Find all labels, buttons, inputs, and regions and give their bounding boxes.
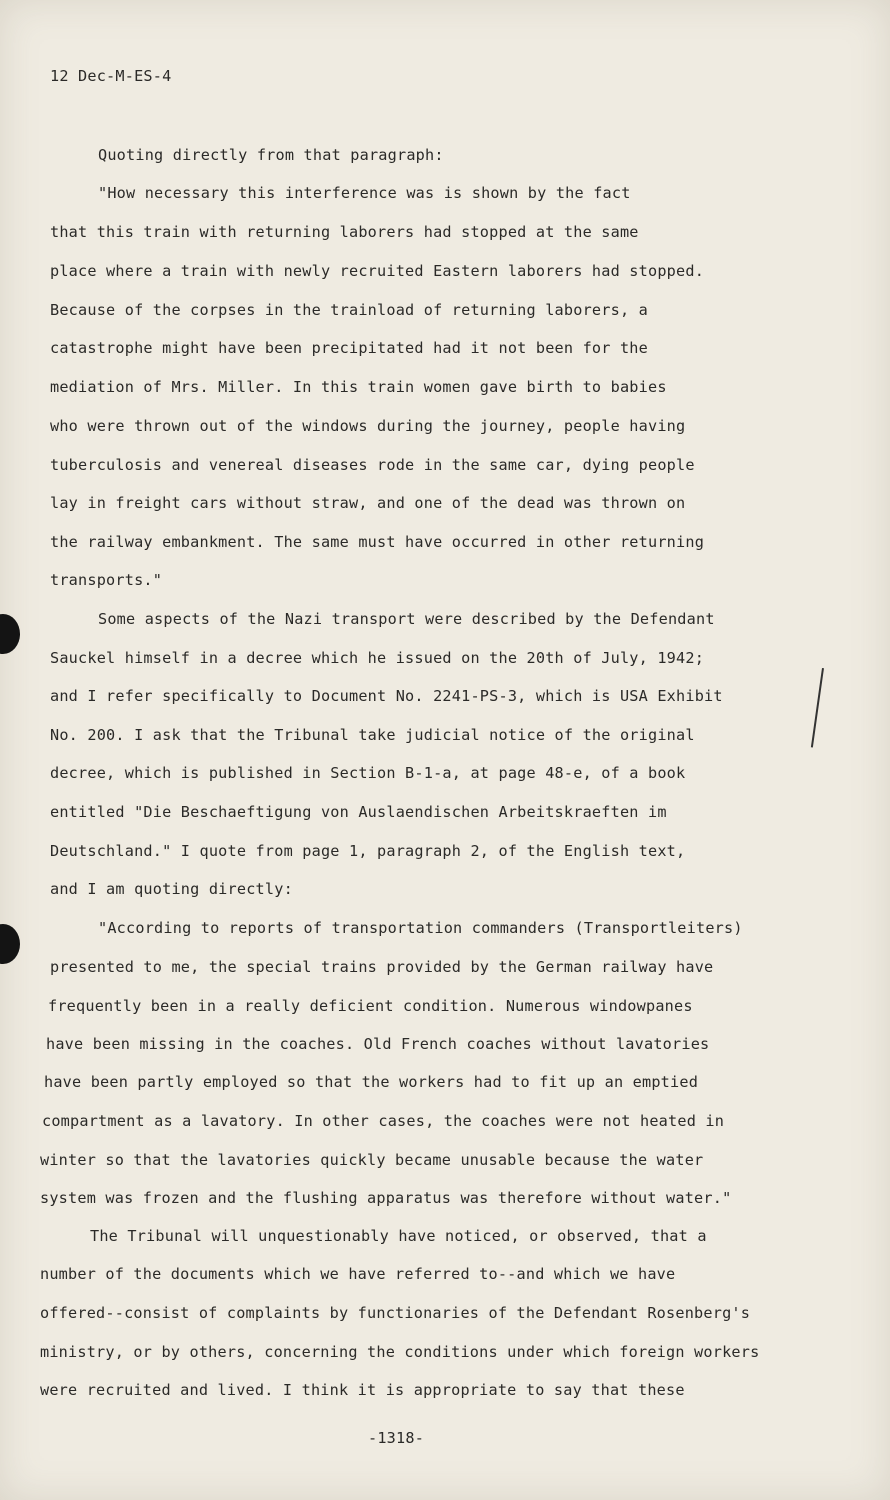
document-reference: 12 Dec-M-ES-4 (50, 67, 172, 85)
text-line: transports." (50, 571, 163, 589)
text-line: Deutschland." I quote from page 1, paragraph 2, of the English text, (50, 842, 686, 860)
text-line: and I am quoting directly: (50, 880, 293, 898)
text-line: Because of the corpses in the trainload of returning laborers, a (50, 301, 648, 319)
text-line: system was frozen and the flushing apparatus was therefore without water." (40, 1189, 732, 1207)
text-line: tuberculosis and venereal diseases rode in the same car, dying people (50, 456, 695, 474)
text-line: the railway embankment. The same must have occurred in other returning (50, 533, 705, 551)
text-line: mediation of Mrs. Miller. In this train women gave birth to babies (50, 378, 667, 396)
page-number: -1318- (368, 1429, 425, 1447)
binder-hole (0, 614, 20, 654)
text-line: "How necessary this interference was is shown by the fact (98, 184, 631, 202)
text-line: number of the documents which we have referred to--and which we have (40, 1265, 676, 1283)
text-line: that this train with returning laborers had stopped at the same (50, 223, 639, 241)
text-line: who were thrown out of the windows during the journey, people having (50, 417, 686, 435)
text-line: lay in freight cars without straw, and one of the dead was thrown on (50, 494, 686, 512)
text-line: offered--consist of complaints by functionaries of the Defendant Rosenberg's (40, 1304, 751, 1322)
text-line: place where a train with newly recruited Eastern laborers had stopped. (50, 262, 705, 280)
text-line: frequently been in a really deficient condition. Numerous windowpanes (48, 997, 693, 1015)
text-line: Sauckel himself in a decree which he issued on the 20th of July, 1942; (50, 649, 705, 667)
binder-hole (0, 924, 20, 964)
text-line: and I refer specifically to Document No. 2241-PS-3, which is USA Exhibit (50, 687, 723, 705)
text-line: No. 200. I ask that the Tribunal take judicial notice of the original (50, 726, 695, 744)
text-line: The Tribunal will unquestionably have noticed, or observed, that a (90, 1227, 707, 1245)
text-line: were recruited and lived. I think it is appropriate to say that these (40, 1381, 685, 1399)
text-line: ministry, or by others, concerning the conditions under which foreign workers (40, 1343, 760, 1361)
text-line: "According to reports of transportation commanders (Transportleiters) (98, 919, 743, 937)
text-line: catastrophe might have been precipitated had it not been for the (50, 339, 648, 357)
text-line: presented to me, the special trains provided by the German railway have (50, 958, 714, 976)
text-line: have been partly employed so that the workers had to fit up an emptied (44, 1073, 699, 1091)
text-line: compartment as a lavatory. In other cases, the coaches were not heated in (42, 1112, 725, 1130)
text-line: winter so that the lavatories quickly became unusable because the water (40, 1151, 704, 1169)
text-line: decree, which is published in Section B-1-a, at page 48-e, of a book (50, 764, 686, 782)
text-line: have been missing in the coaches. Old French coaches without lavatories (46, 1035, 710, 1053)
text-line: Some aspects of the Nazi transport were described by the Defendant (98, 610, 715, 628)
margin-pencil-mark (811, 668, 824, 747)
text-line: Quoting directly from that paragraph: (98, 146, 444, 164)
text-line: entitled "Die Beschaeftigung von Auslaendischen Arbeitskraeften im (50, 803, 667, 821)
